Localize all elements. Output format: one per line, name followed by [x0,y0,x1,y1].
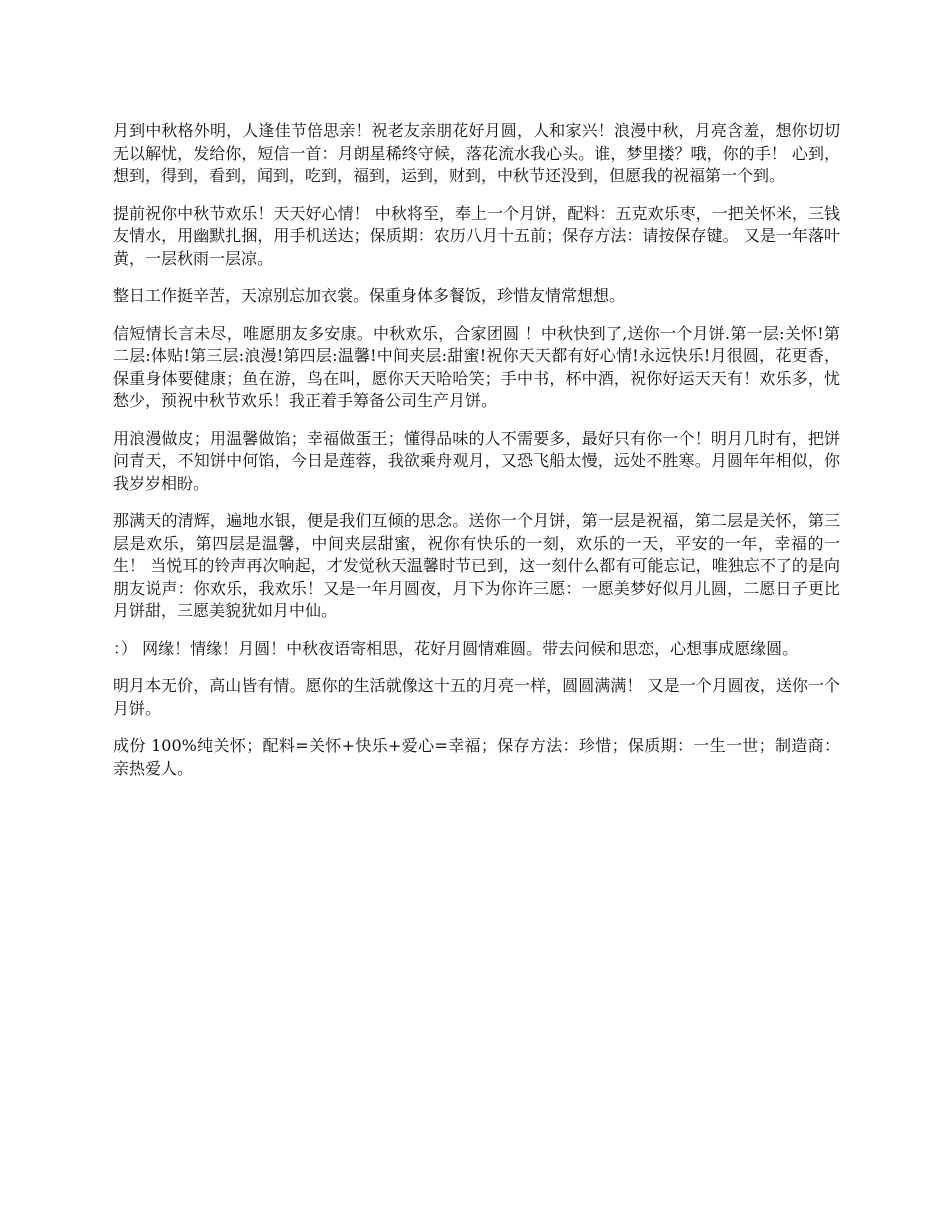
paragraph-9: 成份 100%纯关怀；配料=关怀+快乐+爱心=幸福；保存方法：珍惜；保质期：一生一世；制造商：亲热爱人。 [113,736,840,778]
document-body [113,120,840,795]
paragraph-1: 月到中秋格外明，人逢佳节倍思亲！祝老友亲朋花好月圆，人和家兴！浪漫中秋，月亮含羞，想你切切无以解忧，发给你，短信一首：月朗星稀终守候，落花流水我心头。谁，梦里搂？哦，你的手！ 心到，想到，得到，看到，闻到，吃到，福到，运到，财到，中秋节还没到，但愿我的祝福第一个到。 [113,121,840,185]
paragraph-4: 信短情长言未尽，唯愿朋友多安康。中秋欢乐，合家团圆 ！中秋快到了,送你一个月饼.第一层:关怀!第二层:体贴!第三层:浪漫!第四层:温馨!中间夹层:甜蜜!祝你天天都有好心情!永远快乐!月很圆，花更香，保重身体要健康；鱼在游，鸟在叫，愿你天天哈哈笑；手中书，杯中酒，祝你好运天天有！欢乐多，忧愁少，预祝中秋节欢乐！我正着手筹备公司生产月饼。 [113,323,840,410]
paragraph-3: 整日工作挺辛苦，天凉别忘加衣裳。保重身体多餐饭，珍惜友情常想想。 [113,286,626,305]
paragraph-6: 那满天的清辉，遍地水银，便是我们互倾的思念。送你一个月饼，第一层是祝福，第二层是关怀，第三层是欢乐，第四层是温馨，中间夹层甜蜜，祝你有快乐的一刻，欢乐的一天，平安的一年，幸福的一生！ 当悦耳的铃声再次响起，才发觉秋天温馨时节已到，这一刻什么都有可能忘记，唯独忘不了的是向朋友说声：你欢乐，我欢乐！又是一年月圆夜，月下为你许三愿：一愿美梦好似月儿圆，二愿日子更比月饼甜，三愿美貌犹如月中仙。 [113,511,840,620]
paragraph-5: 用浪漫做皮；用温馨做馅；幸福做蛋王；懂得品味的人不需要多，最好只有你一个！明月几时有，把饼问青天，不知饼中何馅，今日是莲蓉，我欲乘舟观月，又恐飞船太慢，远处不胜寒。月圆年年相似，你我岁岁相盼。 [113,428,840,493]
paragraph-7: ：） 网缘！情缘！月圆！中秋夜语寄相思，花好月圆情难圆。带去问候和思恋，心想事成愿缘圆。 [113,638,799,658]
paragraph-8: 明月本无价，高山皆有情。愿你的生活就像这十五的月亮一样，圆圆满满！ 又是一个月圆夜，送你一个月饼。 [113,676,840,718]
paragraph-2: 提前祝你中秋节欢乐！天天好心情！ 中秋将至，奉上一个月饼，配料：五克欢乐枣，一把关怀米，三钱友情水，用幽默扎捆，用手机送达；保质期：农历八月十五前；保存方法：请按保存键。 又是一年落叶黄，一层秋雨一层凉。 [113,203,840,268]
